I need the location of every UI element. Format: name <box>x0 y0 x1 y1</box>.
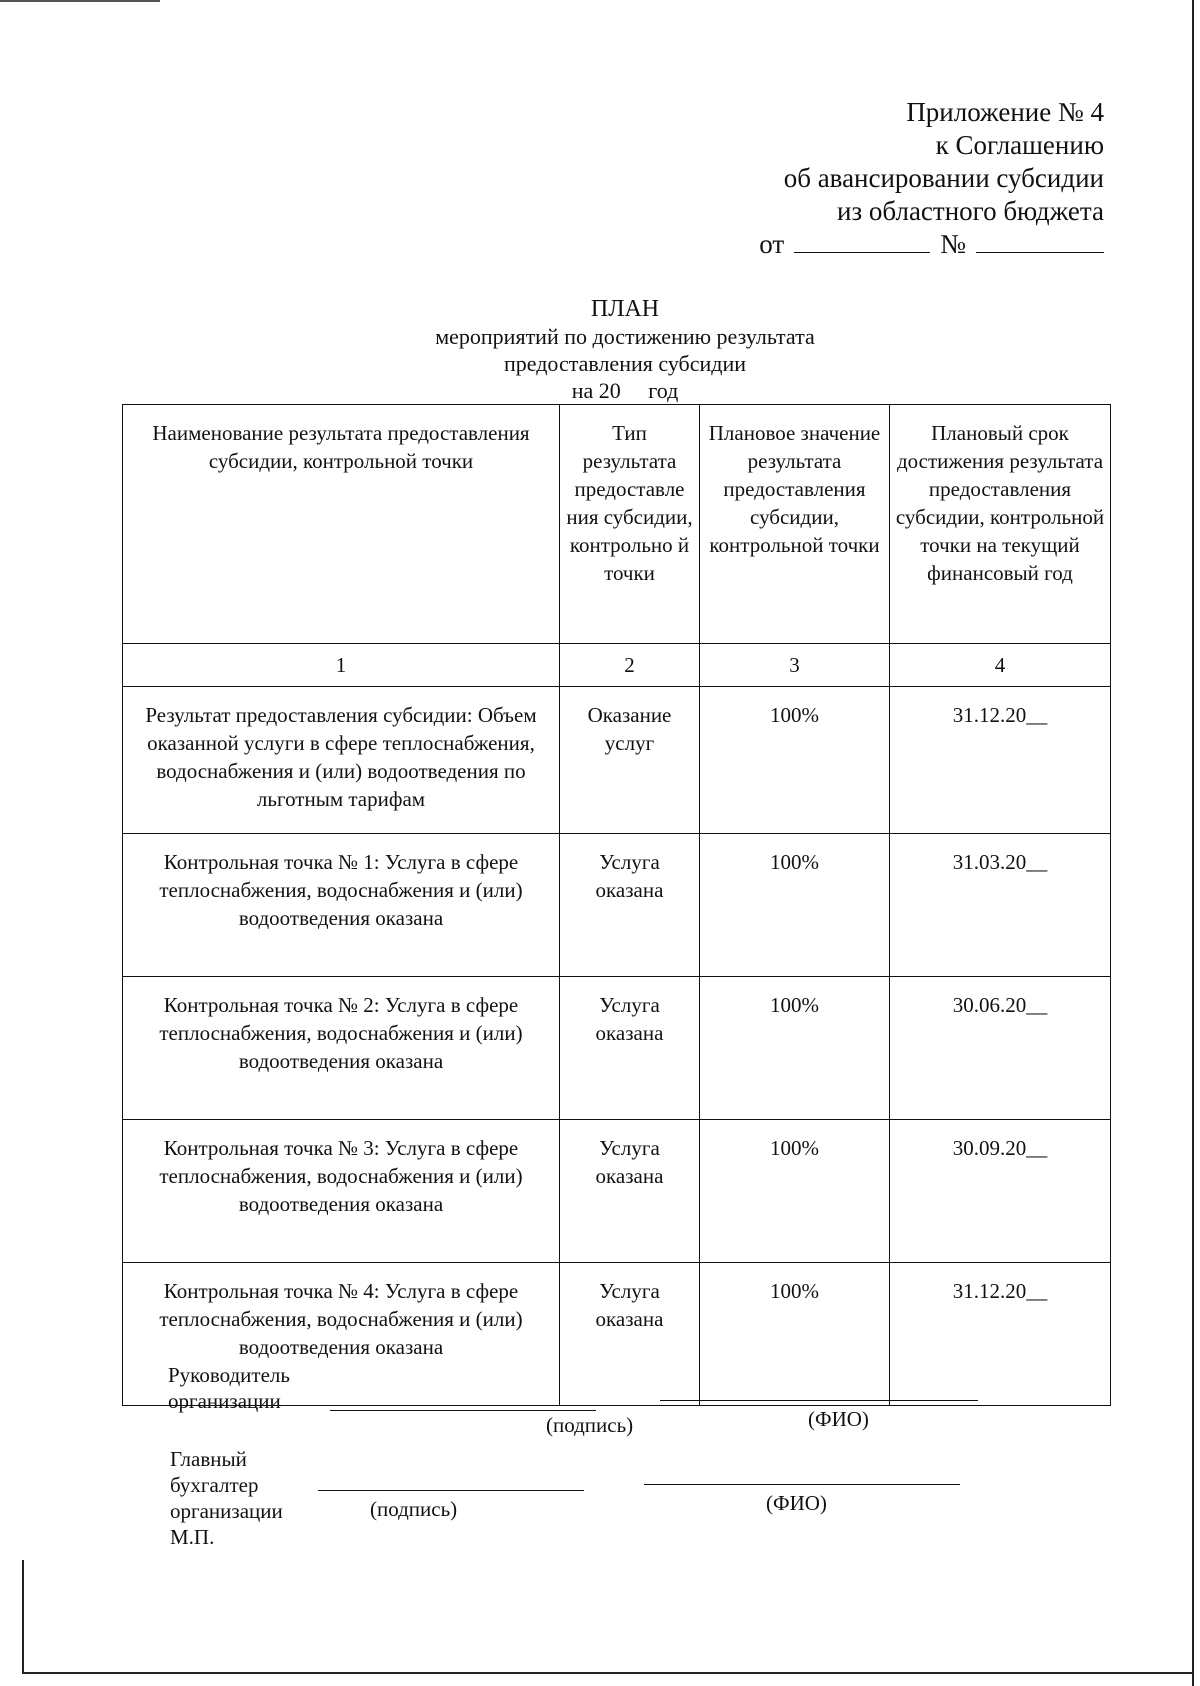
accountant-label-line-1: Главный <box>170 1447 247 1471</box>
header-result-name: Наименование результата предоставления субсидии, контрольной точки <box>123 405 560 644</box>
appendix-header <box>664 96 1104 261</box>
cell-planned-value: 100% <box>700 687 890 834</box>
column-number: 2 <box>560 644 700 687</box>
appendix-budget: из областного бюджета <box>837 196 1104 226</box>
cell-planned-deadline: 30.09.20__ <box>890 1120 1111 1263</box>
column-number: 1 <box>123 644 560 687</box>
scan-edge-top <box>0 0 160 2</box>
table-row <box>123 977 1111 1120</box>
cell-result-name: Контрольная точка № 3: Услуга в сфере теплоснабжения, водоснабжения и (или) водоотведения оказана <box>123 1120 560 1263</box>
accountant-name-caption: (ФИО) <box>766 1491 827 1515</box>
accountant-signature-line <box>318 1490 584 1491</box>
header-planned-deadline: Плановый срок достижения результата предоставления субсидии, контрольной точки на текущий финансовый год <box>890 405 1111 644</box>
title-line-3: предоставления субсидии <box>503 351 747 376</box>
column-number: 3 <box>700 644 890 687</box>
title-year: на 20 год <box>571 378 679 403</box>
table-row <box>123 1120 1111 1263</box>
appendix-number: Приложение № 4 <box>906 97 1104 127</box>
stamp-label: М.П. <box>170 1525 215 1549</box>
head-signature-caption: (подпись) <box>546 1413 634 1437</box>
date-prefix: от <box>759 229 785 259</box>
header-result-type: Тип результата предоставле ния субсидии, контрольно й точки <box>560 405 700 644</box>
date-blank <box>794 230 930 253</box>
head-signature-line <box>330 1410 596 1411</box>
cell-planned-deadline: 31.12.20__ <box>890 687 1111 834</box>
scan-edge-bottom <box>22 1672 1194 1674</box>
cell-result-type: Услуга оказана <box>560 1120 700 1263</box>
cell-planned-value: 100% <box>700 1120 890 1263</box>
column-number-row <box>123 644 1111 687</box>
accountant-signature-caption: (подпись) <box>370 1497 458 1521</box>
accountant-label <box>170 1446 283 1550</box>
cell-planned-deadline: 30.06.20__ <box>890 977 1111 1120</box>
cell-result-type: Оказание услуг <box>560 687 700 834</box>
accountant-label-line-3: организации <box>170 1499 283 1523</box>
scan-edge-left <box>22 1560 24 1674</box>
cell-result-type: Услуга оказана <box>560 1263 700 1406</box>
head-label-line-2: организации <box>168 1389 281 1413</box>
accountant-label-line-2: бухгалтер <box>170 1473 259 1497</box>
table-header-row <box>123 405 1111 644</box>
cell-result-name: Результат предоставления субсидии: Объем оказанной услуги в сфере теплоснабжения, водоснабжения и (или) водоотведения по льготным тарифам <box>123 687 560 834</box>
cell-result-name: Контрольная точка № 4: Услуга в сфере теплоснабжения, водоснабжения и (или) водоотведения оказана <box>123 1263 560 1406</box>
number-prefix: № <box>940 229 966 259</box>
header-planned-value: Плановое значение результата предоставления субсидии, контрольной точки <box>700 405 890 644</box>
appendix-agreement: к Соглашению <box>935 130 1104 160</box>
cell-planned-value: 100% <box>700 1263 890 1406</box>
cell-result-type: Услуга оказана <box>560 977 700 1120</box>
cell-planned-deadline: 31.12.20__ <box>890 1263 1111 1406</box>
scan-edge-right <box>1192 0 1194 1686</box>
title-line-2: мероприятий по достижению результата <box>435 324 815 349</box>
cell-planned-value: 100% <box>700 977 890 1120</box>
cell-planned-deadline: 31.03.20__ <box>890 834 1111 977</box>
cell-result-type: Услуга оказана <box>560 834 700 977</box>
document-title <box>0 296 1200 404</box>
title-main: ПЛАН <box>590 296 660 322</box>
appendix-subject: об авансировании субсидии <box>783 163 1104 193</box>
appendix-date-number <box>664 228 1104 261</box>
head-name-line <box>660 1400 978 1401</box>
cell-planned-value: 100% <box>700 834 890 977</box>
table-row <box>123 834 1111 977</box>
accountant-name-line <box>644 1484 960 1485</box>
plan-table <box>122 404 1111 1406</box>
cell-result-name: Контрольная точка № 2: Услуга в сфере теплоснабжения, водоснабжения и (или) водоотведения оказана <box>123 977 560 1120</box>
column-number: 4 <box>890 644 1111 687</box>
table-row <box>123 687 1111 834</box>
head-name-caption: (ФИО) <box>808 1407 869 1431</box>
cell-result-name: Контрольная точка № 1: Услуга в сфере теплоснабжения, водоснабжения и (или) водоотведения оказана <box>123 834 560 977</box>
head-label-line-1: Руководитель <box>168 1363 290 1387</box>
number-blank <box>976 230 1104 253</box>
head-label <box>168 1362 290 1414</box>
